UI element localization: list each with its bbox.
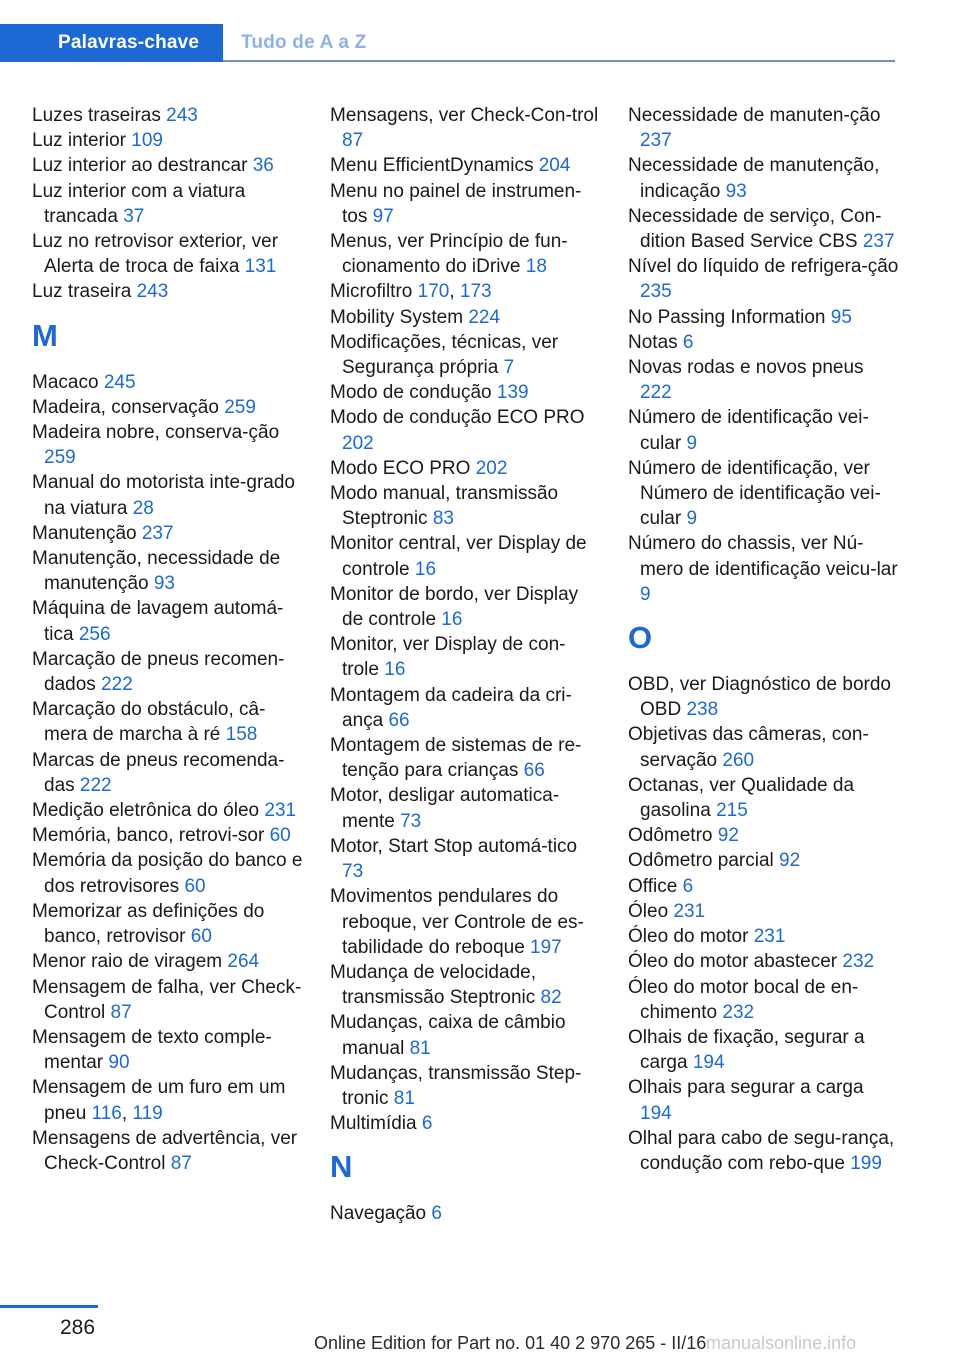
watermark: manualsonline.info bbox=[706, 1333, 857, 1353]
page-link[interactable]: 173 bbox=[459, 281, 492, 303]
page-link[interactable]: 259 bbox=[44, 447, 76, 469]
page-link[interactable]: 264 bbox=[227, 951, 260, 973]
page-link[interactable]: 202 bbox=[342, 432, 374, 454]
index-term: Necessidade de manuten-ção bbox=[628, 105, 881, 126]
index-term: Mudança de velocidade, transmissão Steptronic bbox=[330, 961, 536, 1009]
index-term: Necessidade de serviço, Con-dition Based Service CBS bbox=[628, 205, 882, 253]
index-term: Memória da posição do banco e dos retrovisores bbox=[32, 850, 303, 897]
page-link[interactable]: 139 bbox=[496, 382, 529, 404]
index-term: Monitor, ver Display de con-trole bbox=[330, 634, 566, 681]
index-term: Luz no retrovisor exterior, ver Alerta de troca de faixa bbox=[32, 231, 279, 278]
page-link[interactable]: 73 bbox=[342, 861, 364, 883]
section-letter: M bbox=[32, 317, 58, 353]
page-link[interactable]: 82 bbox=[540, 987, 562, 1009]
index-entry bbox=[628, 355, 900, 405]
index-term: Motor, desligar automatica-mente bbox=[330, 785, 560, 832]
index-entry bbox=[330, 531, 602, 581]
page-link[interactable]: 237 bbox=[141, 522, 174, 544]
index-term: Mensagens, ver Check-Con-trol bbox=[330, 105, 599, 126]
index-term: Luzes traseiras bbox=[32, 105, 161, 126]
index-entry bbox=[330, 380, 602, 405]
page-link[interactable]: 9 bbox=[686, 508, 698, 530]
index-entry bbox=[330, 481, 602, 531]
page-link[interactable]: 215 bbox=[716, 800, 748, 822]
page-link[interactable]: 232 bbox=[722, 1001, 755, 1023]
index-term: Octanas, ver Qualidade da gasolina bbox=[628, 774, 855, 822]
page-link[interactable]: 16 bbox=[384, 659, 406, 681]
index-entry bbox=[628, 949, 900, 974]
index-term: Motor, Start Stop automá-tico bbox=[330, 835, 578, 857]
page-link[interactable]: 66 bbox=[523, 760, 545, 782]
index-term: Movimentos pendulares do reboque, ver Controle de es-tabilidade do reboque bbox=[330, 886, 584, 958]
index-term: Montagem da cadeira da cri-ança bbox=[330, 684, 572, 731]
index-entry bbox=[32, 848, 304, 898]
page-link[interactable]: 199 bbox=[850, 1152, 882, 1174]
page-link[interactable]: 170 bbox=[417, 281, 450, 303]
index-term: Mensagens de advertência, ver Check-Control bbox=[32, 1127, 298, 1174]
index-entry bbox=[32, 899, 304, 949]
index-term: Mobility System bbox=[330, 306, 464, 328]
index-entry bbox=[628, 672, 900, 722]
index-entry bbox=[330, 305, 602, 330]
index-entry bbox=[628, 405, 900, 455]
page-link[interactable]: 81 bbox=[409, 1037, 431, 1059]
page-link[interactable]: 119 bbox=[132, 1102, 163, 1124]
edition-note: Online Edition for Part no. 01 40 2 970 265 - II/16 bbox=[314, 1333, 707, 1353]
index-entry bbox=[628, 773, 900, 823]
page-link[interactable]: 9 bbox=[686, 432, 698, 454]
page-link[interactable]: 66 bbox=[388, 709, 410, 731]
index-entry bbox=[330, 1061, 602, 1111]
index-entry bbox=[628, 531, 900, 607]
page-link[interactable]: 28 bbox=[132, 497, 154, 519]
page-link[interactable]: 202 bbox=[475, 457, 508, 479]
page-link[interactable]: 194 bbox=[640, 1102, 672, 1124]
index-entry bbox=[628, 848, 900, 873]
index-term: Mensagem de um furo em um pneu bbox=[32, 1077, 286, 1124]
index-entry bbox=[330, 330, 602, 380]
index-entry bbox=[628, 103, 900, 153]
index-term: Navegação bbox=[330, 1203, 427, 1225]
index-term: Office bbox=[628, 875, 678, 897]
index-term: Modificações, técnicas, ver Segurança própria bbox=[330, 331, 559, 379]
index-entry bbox=[32, 748, 304, 798]
page-link[interactable]: 235 bbox=[640, 281, 672, 303]
page-link[interactable]: 90 bbox=[108, 1052, 130, 1074]
index-entry bbox=[330, 1010, 602, 1060]
index-term: Madeira, conservação bbox=[32, 396, 219, 418]
index-term: Óleo bbox=[628, 900, 669, 922]
page-link[interactable]: 204 bbox=[538, 155, 571, 177]
index-column-2 bbox=[330, 103, 602, 1227]
page-link[interactable]: 73 bbox=[400, 810, 422, 832]
index-entry bbox=[32, 179, 304, 229]
index-entry bbox=[628, 1025, 900, 1075]
index-term: Mensagem de falha, ver Check-Control bbox=[32, 976, 302, 1023]
index-term: Marcação do obstáculo, câ-mera de marcha à ré bbox=[32, 699, 266, 746]
index-entry bbox=[32, 1025, 304, 1075]
index-entry bbox=[628, 1126, 900, 1176]
page-link[interactable]: 83 bbox=[432, 508, 454, 530]
page-link[interactable]: 231 bbox=[264, 800, 297, 822]
page-link[interactable]: 60 bbox=[184, 875, 206, 897]
page-link[interactable]: 131 bbox=[244, 256, 277, 278]
page-link[interactable]: 92 bbox=[717, 825, 739, 847]
index-entry bbox=[32, 279, 304, 304]
index-column-1 bbox=[32, 103, 304, 1176]
index-term: Máquina de lavagem automá-tica bbox=[32, 598, 284, 645]
index-term: Madeira nobre, conserva-ção bbox=[32, 422, 280, 444]
page-link[interactable]: 158 bbox=[225, 724, 258, 746]
index-term: Número de identificação, ver Número de identificação vei-cular bbox=[628, 457, 881, 530]
index-term: Número do chassis, ver Nú-mero de identificação veicu-lar bbox=[628, 533, 898, 580]
index-term: Menu EfficientDynamics bbox=[330, 155, 534, 177]
page-number: 286 bbox=[60, 1316, 96, 1339]
index-term: Luz interior ao destrancar bbox=[32, 155, 248, 177]
index-term: Óleo do motor bocal de en-chimento bbox=[628, 976, 859, 1023]
index-entry bbox=[32, 647, 304, 697]
page-link[interactable]: 9 bbox=[640, 583, 651, 605]
index-entry bbox=[330, 834, 602, 884]
page-link[interactable]: 259 bbox=[224, 396, 256, 418]
index-entry bbox=[32, 103, 304, 128]
index-entry bbox=[32, 128, 304, 153]
page-link[interactable]: 243 bbox=[166, 105, 198, 126]
index-entry bbox=[330, 683, 602, 733]
index-entry bbox=[628, 254, 900, 304]
index-entry bbox=[628, 823, 900, 848]
index-term: Manual do motorista inte-grado na viatura bbox=[32, 472, 295, 519]
index-entry bbox=[32, 697, 304, 747]
page-link[interactable]: 81 bbox=[393, 1087, 415, 1109]
index-term: Mudanças, caixa de câmbio manual bbox=[330, 1012, 566, 1059]
page-link[interactable]: 231 bbox=[753, 926, 786, 948]
index-term: Medição eletrônica do óleo bbox=[32, 800, 260, 822]
index-entry bbox=[32, 949, 304, 974]
index-term: Necessidade de manutenção, indicação bbox=[628, 155, 880, 202]
index-term: Luz interior bbox=[32, 130, 126, 152]
page-link[interactable]: 97 bbox=[372, 205, 394, 227]
page-link[interactable]: 93 bbox=[153, 573, 175, 595]
index-term: No Passing Information bbox=[628, 306, 826, 328]
page-link[interactable]: 238 bbox=[686, 699, 719, 721]
index-entry bbox=[32, 798, 304, 823]
page-link[interactable]: 92 bbox=[779, 850, 801, 872]
page-link[interactable]: 87 bbox=[110, 1001, 132, 1023]
footer-accent-bar bbox=[0, 1305, 98, 1308]
index-term: Luz traseira bbox=[32, 281, 132, 303]
index-term: Modo manual, transmissão Steptronic bbox=[330, 483, 559, 530]
index-entry bbox=[32, 470, 304, 520]
index-term: Monitor central, ver Display de controle bbox=[330, 533, 587, 580]
index-entry bbox=[628, 204, 900, 254]
page-link[interactable]: 93 bbox=[725, 180, 747, 202]
index-term: Odômetro bbox=[628, 825, 713, 847]
page-link[interactable]: 60 bbox=[269, 825, 291, 847]
page-link[interactable]: 231 bbox=[673, 900, 706, 922]
section-letter: O bbox=[628, 620, 653, 656]
index-entry bbox=[330, 632, 602, 682]
index-column-3 bbox=[628, 103, 900, 1176]
page-link[interactable]: 6 bbox=[431, 1203, 442, 1225]
page-link[interactable]: 116 bbox=[91, 1102, 122, 1124]
header-tabs bbox=[0, 24, 895, 63]
index-term: Manutenção bbox=[32, 522, 137, 544]
page-link[interactable]: 197 bbox=[530, 936, 562, 958]
index-entry bbox=[330, 582, 602, 632]
tab-tudo-de-a-a-z[interactable]: Tudo de A a Z bbox=[241, 32, 367, 53]
index-entry bbox=[628, 924, 900, 949]
index-term: Multimídia bbox=[330, 1113, 417, 1135]
index-term: OBD, ver Diagnóstico de bordo OBD bbox=[628, 674, 891, 721]
page-link[interactable]: 222 bbox=[640, 382, 672, 404]
index-entry bbox=[32, 596, 304, 646]
index-term: Microfiltro bbox=[330, 281, 413, 303]
index-entry bbox=[330, 1111, 602, 1136]
index-term: Marcação de pneus recomen-dados bbox=[32, 648, 285, 696]
section-letter: N bbox=[330, 1149, 353, 1185]
index-entry bbox=[330, 733, 602, 783]
index-term: Marcas de pneus recomenda-das bbox=[32, 749, 285, 796]
index-term: Olhal para cabo de segu-rança, condução com rebo-que bbox=[628, 1127, 895, 1174]
page-link[interactable]: 87 bbox=[170, 1152, 192, 1174]
index-term: Olhais de fixação, segurar a carga bbox=[628, 1026, 865, 1074]
index-entry bbox=[32, 395, 304, 420]
index-term: Objetivas das câmeras, con-servação bbox=[628, 724, 869, 771]
index-entry bbox=[628, 1075, 900, 1125]
index-entry bbox=[628, 899, 900, 924]
tab-palavras-chave[interactable]: Palavras-chave bbox=[0, 24, 223, 62]
page-link[interactable]: 36 bbox=[252, 155, 274, 177]
index-entry bbox=[32, 823, 304, 848]
index-term: Nível do líquido de refrigera-ção bbox=[628, 256, 899, 278]
page-link[interactable]: 6 bbox=[682, 875, 694, 897]
index-term: Manutenção, necessidade de manutenção bbox=[32, 548, 281, 595]
index-term: Novas rodas e novos pneus bbox=[628, 357, 864, 379]
index-entry bbox=[628, 456, 900, 532]
page-link[interactable]: 237 bbox=[862, 231, 895, 253]
index-term: Modo de condução ECO PRO bbox=[330, 407, 585, 429]
index-entry bbox=[32, 975, 304, 1025]
index-entry bbox=[628, 975, 900, 1025]
index-term: Notas bbox=[628, 331, 678, 353]
index-term: Modo ECO PRO bbox=[330, 457, 471, 479]
index-entry bbox=[628, 305, 900, 330]
index-term: Monitor de bordo, ver Display de controle bbox=[330, 583, 579, 631]
index-entry bbox=[32, 1126, 304, 1176]
index-entry bbox=[330, 1201, 602, 1226]
index-entry bbox=[32, 546, 304, 596]
index-entry bbox=[628, 330, 900, 355]
page-link[interactable]: 224 bbox=[468, 306, 501, 328]
index-term: Luz interior com a viatura trancada bbox=[32, 180, 246, 227]
index-entry: Mensagem de um furo em um pneu 116, 119 bbox=[32, 1077, 286, 1124]
index-term: Macaco bbox=[32, 371, 99, 393]
page-link[interactable]: 95 bbox=[830, 306, 852, 328]
page-link[interactable]: 222 bbox=[101, 674, 133, 696]
index-entry bbox=[32, 229, 304, 279]
index-term: Montagem de sistemas de re-tenção para crianças bbox=[330, 735, 582, 782]
page-link[interactable]: 16 bbox=[441, 609, 463, 631]
index-entry: Microfiltro 170, 173 bbox=[330, 281, 492, 303]
index-entry bbox=[330, 960, 602, 1010]
index-entry bbox=[330, 153, 602, 178]
index-entry bbox=[330, 103, 602, 153]
index-entry bbox=[32, 420, 304, 470]
page-link[interactable]: 18 bbox=[525, 256, 547, 278]
index-term: Modo de condução bbox=[330, 382, 492, 404]
index-term: Mudanças, transmissão Step-tronic bbox=[330, 1062, 582, 1109]
index-term: Memória, banco, retrovi-sor bbox=[32, 825, 265, 847]
index-entry bbox=[628, 722, 900, 772]
index-entry bbox=[330, 456, 602, 481]
index-term: Olhais para segurar a carga bbox=[628, 1077, 864, 1099]
page-link[interactable]: 260 bbox=[722, 749, 755, 771]
page-link[interactable]: 232 bbox=[842, 951, 875, 973]
page-link[interactable]: 37 bbox=[123, 205, 145, 227]
index-entry bbox=[32, 521, 304, 546]
index-term: Menu no painel de instrumen-tos bbox=[330, 180, 582, 227]
index-term: Óleo do motor abastecer bbox=[628, 951, 838, 973]
page-link[interactable]: 7 bbox=[503, 357, 515, 379]
page-link[interactable]: 6 bbox=[421, 1113, 433, 1135]
index-entry bbox=[330, 783, 602, 833]
index-term: Óleo do motor bbox=[628, 926, 749, 948]
index-term: Memorizar as definições do banco, retrovisor bbox=[32, 900, 265, 948]
page-link[interactable]: 194 bbox=[692, 1052, 725, 1074]
page-link[interactable]: 87 bbox=[342, 130, 364, 152]
index-term: Menus, ver Princípio de fun-cionamento do iDrive bbox=[330, 231, 568, 278]
page-link[interactable]: 245 bbox=[103, 371, 136, 393]
index-entry bbox=[330, 884, 602, 960]
page-link[interactable]: 109 bbox=[131, 130, 163, 152]
index-entry bbox=[330, 229, 602, 279]
index-term: Odômetro parcial bbox=[628, 850, 774, 872]
page-link[interactable]: 256 bbox=[78, 623, 111, 645]
index-entry bbox=[32, 370, 304, 395]
page-link[interactable]: 243 bbox=[136, 281, 169, 303]
index-entry bbox=[628, 153, 900, 203]
index-entry bbox=[32, 153, 304, 178]
index-term: Número de identificação vei-cular bbox=[628, 407, 869, 454]
page-link[interactable]: 222 bbox=[79, 774, 112, 796]
index-entry bbox=[628, 874, 900, 899]
index-entry bbox=[330, 405, 602, 455]
page-link[interactable]: 6 bbox=[682, 331, 694, 353]
page-link[interactable]: 60 bbox=[190, 926, 212, 948]
index-term: Menor raio de viragem bbox=[32, 951, 223, 973]
index-entry bbox=[330, 179, 602, 229]
index-term: Mensagem de texto comple-mentar bbox=[32, 1026, 272, 1074]
page-link[interactable]: 237 bbox=[640, 130, 672, 152]
page-link[interactable]: 16 bbox=[414, 558, 437, 580]
